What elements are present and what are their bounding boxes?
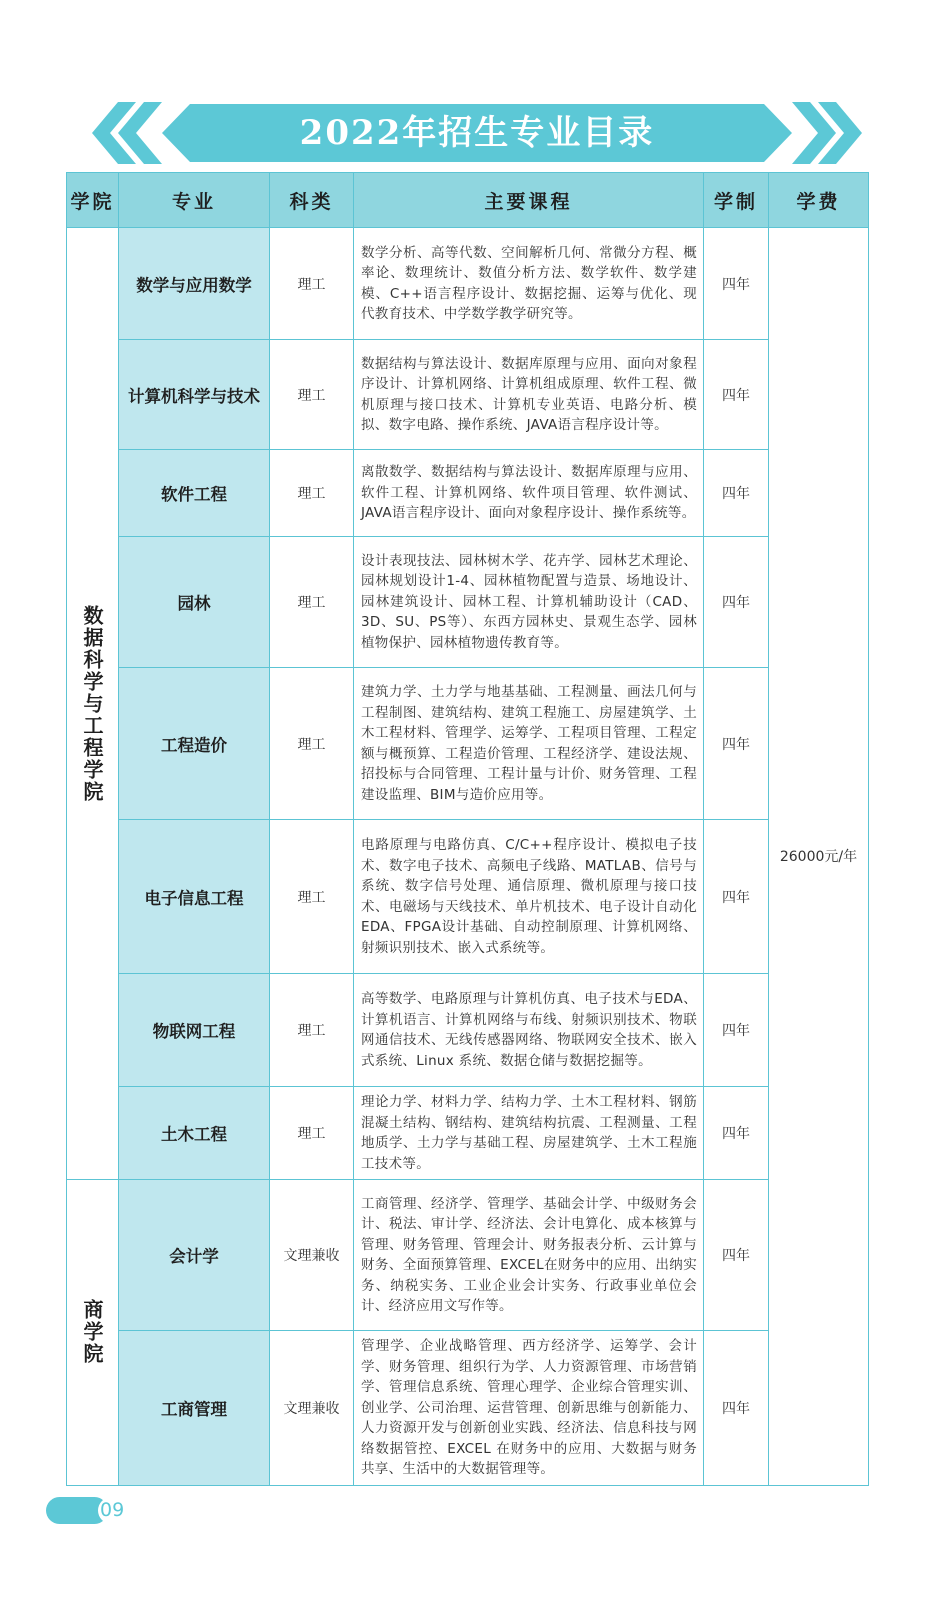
title-banner	[92, 102, 862, 164]
years: 四年	[704, 450, 769, 537]
courses: 建筑力学、土力学与地基基础、工程测量、画法几何与工程制图、建筑结构、建筑工程施工、房屋建筑学、土木工程材料、管理学、运筹学、工程项目管理、工程定额与概预算、工程造价管理、工程经济学、建设法规、招投标与合同管理、工程计量与计价、财务管理、工程建设监理、BIM与造价应用等。	[354, 668, 704, 820]
table-row	[67, 1087, 869, 1180]
major-name: 软件工程	[119, 450, 270, 537]
major-name: 数学与应用数学	[119, 228, 270, 340]
table-row	[67, 450, 869, 537]
years: 四年	[704, 820, 769, 974]
years: 四年	[704, 974, 769, 1087]
major-name: 园林	[119, 537, 270, 668]
major-name: 物联网工程	[119, 974, 270, 1087]
courses: 数学分析、高等代数、空间解析几何、常微分方程、概率论、数理统计、数值分析方法、数学软件、数学建模、C++语言程序设计、数据挖掘、运筹与优化、现代教育技术、中学数学教学研究等。	[354, 228, 704, 340]
college-name: 商学院	[80, 1299, 104, 1366]
courses: 工商管理、经济学、管理学、基础会计学、中级财务会计、税法、审计学、经济法、会计电算化、成本核算与管理、财务管理、管理会计、财务报表分析、云计算与财务、全面预算管理、EXCEL在财务中的应用、出纳实务、纳税实务、工业企业会计实务、行政事业单位会计、经济应用文写作等。	[354, 1180, 704, 1331]
table-row	[67, 228, 869, 340]
category: 理工	[270, 450, 354, 537]
category: 理工	[270, 820, 354, 974]
courses: 高等数学、电路原理与计算机仿真、电子技术与EDA、计算机语言、计算机网络与布线、射频识别技术、物联网通信技术、无线传感器网络、物联网安全技术、嵌入式系统、Linux 系统、数据仓储与数据挖掘等。	[354, 974, 704, 1087]
years: 四年	[704, 1087, 769, 1180]
header-category: 科类	[270, 173, 354, 228]
table-header-row	[67, 173, 869, 228]
category: 理工	[270, 974, 354, 1087]
category: 理工	[270, 228, 354, 340]
category: 理工	[270, 537, 354, 668]
majors-table	[66, 172, 869, 1486]
years: 四年	[704, 1180, 769, 1331]
major-name: 土木工程	[119, 1087, 270, 1180]
header-college: 学院	[67, 173, 119, 228]
header-major: 专业	[119, 173, 270, 228]
table-row	[67, 1180, 869, 1331]
courses: 设计表现技法、园林树木学、花卉学、园林艺术理论、园林规划设计1-4、园林植物配置与造景、场地设计、园林建筑设计、园林工程、计算机辅助设计（CAD、3D、SU、PS等）、东西方园林史、景观生态学、园林植物保护、园林植物遗传教育等。	[354, 537, 704, 668]
major-name: 电子信息工程	[119, 820, 270, 974]
table-row	[67, 974, 869, 1087]
years: 四年	[704, 340, 769, 450]
college-cell	[67, 1180, 119, 1486]
category: 理工	[270, 668, 354, 820]
years: 四年	[704, 537, 769, 668]
major-name: 工商管理	[119, 1331, 270, 1486]
courses: 数据结构与算法设计、数据库原理与应用、面向对象程序设计、计算机网络、计算机组成原理、软件工程、微机原理与接口技术、计算机专业英语、电路分析、模拟、数字电路、操作系统、JAVA语言程序设计等。	[354, 340, 704, 450]
table-row	[67, 340, 869, 450]
page-title: 2022年招生专业目录	[299, 113, 655, 153]
college-cell	[67, 228, 119, 1180]
courses: 管理学、企业战略管理、西方经济学、运筹学、会计学、财务管理、组织行为学、人力资源管理、市场营销学、管理信息系统、管理心理学、企业综合管理实训、创业学、公司治理、运营管理、创新思维与创新能力、人力资源开发与创新创业实践、经济法、信息科技与网络数据管控、EXCEL 在财务中的应用、大数据与财务共享、生活中的大数据管理等。	[354, 1331, 704, 1486]
header-fee: 学费	[769, 173, 869, 228]
category: 理工	[270, 1087, 354, 1180]
years: 四年	[704, 668, 769, 820]
years: 四年	[704, 228, 769, 340]
courses: 电路原理与电路仿真、C/C++程序设计、模拟电子技术、数字电子技术、高频电子线路、MATLAB、信号与系统、数字信号处理、通信原理、微机原理与接口技术、电磁场与天线技术、单片机技术、电子设计自动化EDA、FPGA设计基础、自动控制原理、计算机网络、射频识别技术、嵌入式系统等。	[354, 820, 704, 974]
table-row	[67, 668, 869, 820]
header-years: 学制	[704, 173, 769, 228]
table-row	[67, 820, 869, 974]
header-courses: 主要课程	[354, 173, 704, 228]
courses: 理论力学、材料力学、结构力学、土木工程材料、钢筋混凝土结构、钢结构、建筑结构抗震、工程测量、工程地质学、土力学与基础工程、房屋建筑学、土木工程施工技术等。	[354, 1087, 704, 1180]
category: 文理兼收	[270, 1331, 354, 1486]
major-name: 工程造价	[119, 668, 270, 820]
college-name: 数据科学与工程学院	[80, 604, 104, 803]
table-row	[67, 537, 869, 668]
major-name: 计算机科学与技术	[119, 340, 270, 450]
table-row	[67, 1331, 869, 1486]
years: 四年	[704, 1331, 769, 1486]
major-name: 会计学	[119, 1180, 270, 1331]
courses: 离散数学、数据结构与算法设计、数据库原理与应用、软件工程、计算机网络、软件项目管理、软件测试、JAVA语言程序设计、面向对象程序设计、操作系统等。	[354, 450, 704, 537]
page-number: 09	[98, 1497, 134, 1524]
tuition-fee: 26000元/年	[769, 228, 869, 1486]
category: 理工	[270, 340, 354, 450]
category: 文理兼收	[270, 1180, 354, 1331]
